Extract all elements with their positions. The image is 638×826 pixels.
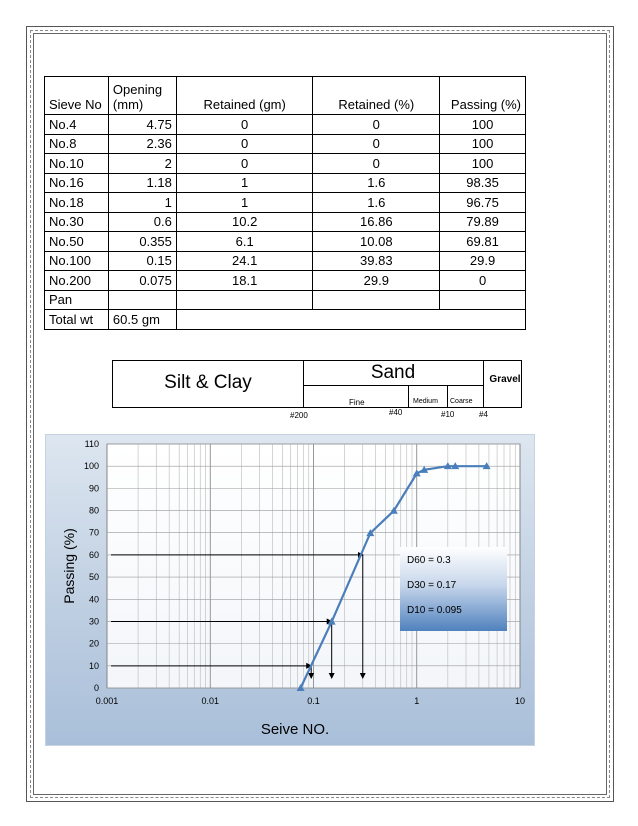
table-row bbox=[45, 154, 526, 174]
divider bbox=[447, 385, 448, 408]
y-tick-label: 90 bbox=[88, 483, 99, 494]
cell-retained-pct: 39.83 bbox=[313, 251, 440, 271]
divider bbox=[303, 385, 483, 386]
x-tick-label: 0.1 bbox=[307, 696, 320, 706]
annotation-box bbox=[400, 547, 507, 631]
table-row bbox=[45, 271, 526, 291]
cell-opening: 0.6 bbox=[108, 212, 176, 232]
cell-retained-pct: 16.86 bbox=[313, 212, 440, 232]
cell-retained-pct: 29.9 bbox=[313, 271, 440, 291]
cell-opening: 4.75 bbox=[108, 115, 176, 135]
sieve-40-label: #40 bbox=[389, 408, 403, 417]
cell-passing: 69.81 bbox=[440, 232, 526, 252]
cell-retained-gm: 0 bbox=[176, 115, 313, 135]
coarse-sand-label: Coarse bbox=[450, 398, 473, 405]
cell-retained-gm: 6.1 bbox=[176, 232, 313, 252]
y-tick-label: 60 bbox=[88, 549, 99, 560]
header-retained-gm: Retained (gm) bbox=[176, 77, 313, 115]
cell-sieve: No.30 bbox=[45, 212, 109, 232]
header-opening-line1: Opening bbox=[112, 82, 163, 97]
cell-retained-pct: 0 bbox=[313, 154, 440, 174]
cell-sieve: No.10 bbox=[45, 154, 109, 174]
table-header-row bbox=[45, 77, 526, 115]
y-tick-label: 50 bbox=[88, 572, 99, 583]
cell-opening: 1 bbox=[108, 193, 176, 213]
total-value: 60.5 gm bbox=[108, 310, 176, 330]
cell-retained-gm: 10.2 bbox=[176, 212, 313, 232]
total-label: Total wt bbox=[45, 310, 109, 330]
cell-sieve: Pan bbox=[45, 290, 109, 310]
sand-label: Sand bbox=[370, 362, 416, 383]
cell-passing: 79.89 bbox=[440, 212, 526, 232]
cell-sieve: No.18 bbox=[45, 193, 109, 213]
table-row bbox=[45, 251, 526, 271]
y-tick-label: 30 bbox=[88, 616, 99, 627]
cell-passing: 100 bbox=[440, 134, 526, 154]
total-empty-cell bbox=[176, 310, 525, 330]
cell-retained-pct: 10.08 bbox=[313, 232, 440, 252]
header-sieve-no: Sieve No bbox=[45, 77, 109, 115]
medium-sand-label: Medium bbox=[413, 398, 438, 405]
cell-sieve: No.100 bbox=[45, 251, 109, 271]
table-row bbox=[45, 232, 526, 252]
cell-retained-gm: 18.1 bbox=[176, 271, 313, 291]
divider bbox=[483, 361, 484, 408]
cell-opening: 0.15 bbox=[108, 251, 176, 271]
y-tick-label: 110 bbox=[84, 439, 99, 449]
cell-retained-pct: 1.6 bbox=[313, 173, 440, 193]
y-tick-label: 0 bbox=[93, 683, 99, 693]
cell-passing bbox=[440, 290, 526, 310]
cell-retained-gm: 0 bbox=[176, 154, 313, 174]
cell-retained-gm: 0 bbox=[176, 134, 313, 154]
cell-sieve: No.16 bbox=[45, 173, 109, 193]
silt-clay-label: Silt & Clay bbox=[164, 372, 252, 393]
annotation-d60: D60 = 0.3 bbox=[407, 555, 451, 566]
cell-opening: 2.36 bbox=[108, 134, 176, 154]
sieve-analysis-table bbox=[44, 76, 526, 330]
gravel-label: Gravel bbox=[489, 374, 521, 385]
table-row bbox=[45, 193, 526, 213]
header-retained-pct: Retained (%) bbox=[313, 77, 440, 115]
y-tick-label: 20 bbox=[88, 638, 99, 649]
sieve-10-label: #10 bbox=[441, 410, 455, 419]
cell-opening bbox=[108, 290, 176, 310]
cell-opening: 2 bbox=[108, 154, 176, 174]
cell-retained-gm: 1 bbox=[176, 173, 313, 193]
cell-opening: 0.355 bbox=[108, 232, 176, 252]
cell-retained-gm bbox=[176, 290, 313, 310]
y-tick-label: 80 bbox=[88, 505, 99, 516]
table-total-row bbox=[45, 310, 526, 330]
cell-passing: 29.9 bbox=[440, 251, 526, 271]
divider bbox=[408, 385, 409, 408]
cell-retained-pct: 1.6 bbox=[313, 193, 440, 213]
x-axis-label: Seive NO. bbox=[260, 721, 330, 738]
header-passing-pct: Passing (%) bbox=[440, 77, 526, 115]
cell-passing: 100 bbox=[440, 115, 526, 135]
x-tick-label: 0.001 bbox=[95, 696, 119, 706]
cell-retained-pct: 0 bbox=[313, 115, 440, 135]
annotation-d10: D10 = 0.095 bbox=[407, 605, 462, 616]
cell-sieve: No.50 bbox=[45, 232, 109, 252]
cell-sieve: No.8 bbox=[45, 134, 109, 154]
grain-size-chart bbox=[45, 434, 535, 746]
x-tick-label: 1 bbox=[414, 696, 420, 706]
cell-retained-pct bbox=[313, 290, 440, 310]
sieve-4-label: #4 bbox=[479, 410, 488, 419]
sieve-200-label: #200 bbox=[290, 411, 308, 420]
y-tick-label: 70 bbox=[88, 527, 99, 538]
y-tick-label: 40 bbox=[88, 594, 99, 605]
cell-sieve: No.200 bbox=[45, 271, 109, 291]
cell-retained-gm: 1 bbox=[176, 193, 313, 213]
cell-passing: 96.75 bbox=[440, 193, 526, 213]
x-tick-label: 10 bbox=[514, 696, 526, 706]
cell-retained-gm: 24.1 bbox=[176, 251, 313, 271]
table-row bbox=[45, 134, 526, 154]
table-row bbox=[45, 115, 526, 135]
table-row bbox=[45, 173, 526, 193]
annotation-d30: D30 = 0.17 bbox=[407, 580, 457, 591]
table-row bbox=[45, 290, 526, 310]
x-tick-label: 0.01 bbox=[201, 696, 220, 706]
y-tick-label: 100 bbox=[83, 461, 99, 472]
fine-sand-label: Fine bbox=[349, 398, 365, 407]
cell-passing: 100 bbox=[440, 154, 526, 174]
soil-classification-bar bbox=[112, 360, 522, 408]
cell-opening: 0.075 bbox=[108, 271, 176, 291]
table-row bbox=[45, 212, 526, 232]
cell-sieve: No.4 bbox=[45, 115, 109, 135]
cell-passing: 98.35 bbox=[440, 173, 526, 193]
cell-opening: 1.18 bbox=[108, 173, 176, 193]
header-opening bbox=[108, 77, 176, 115]
y-tick-label: 10 bbox=[88, 660, 99, 671]
y-axis-label: Passing (%) bbox=[61, 528, 77, 604]
cell-retained-pct: 0 bbox=[313, 134, 440, 154]
header-opening-line2: (mm) bbox=[112, 97, 144, 112]
cell-passing: 0 bbox=[440, 271, 526, 291]
